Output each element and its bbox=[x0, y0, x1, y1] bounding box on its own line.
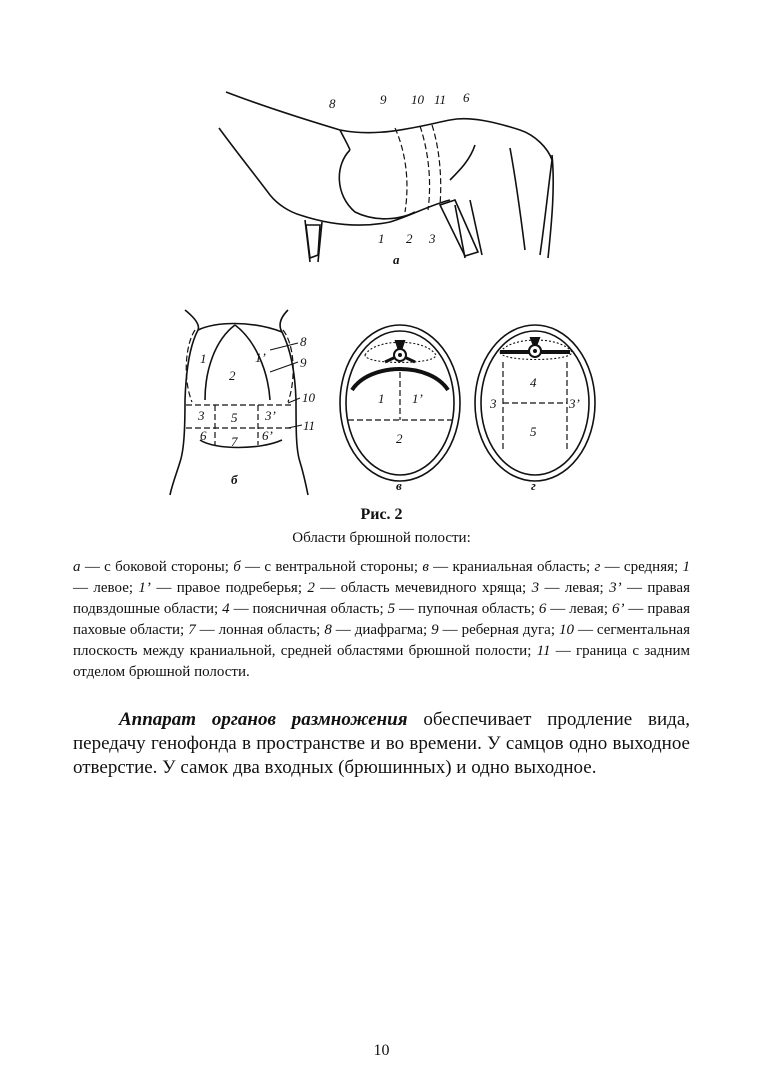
b-label-3p: 3’ bbox=[265, 408, 276, 423]
caption-text: — левая; bbox=[539, 580, 610, 596]
a-label-2: 2 bbox=[406, 231, 413, 246]
v-label-1: 1 bbox=[378, 391, 385, 406]
b-label-1p: 1’ bbox=[255, 350, 266, 365]
caption-key: 11 bbox=[536, 643, 551, 659]
a-label-8: 8 bbox=[329, 96, 336, 111]
paragraph-lead: Аппарат органов размножения bbox=[119, 709, 408, 730]
caption-key: 5 bbox=[387, 601, 396, 617]
caption-text: — правое подреберья; bbox=[150, 580, 308, 596]
v-label-1p: 1’ bbox=[412, 391, 423, 406]
caption-key: 6 bbox=[538, 601, 547, 617]
caption-key: 4 bbox=[222, 601, 230, 617]
caption-text: — лонная область; bbox=[195, 622, 325, 638]
g-sublabel: г bbox=[531, 478, 536, 493]
caption-text: — краниальная область; bbox=[428, 559, 595, 575]
figure-subtitle: Области брюшной полости: bbox=[292, 530, 471, 546]
page-number: 10 bbox=[373, 1042, 390, 1059]
g-label-3p: 3’ bbox=[569, 396, 580, 411]
caption-text: — поясничная область; bbox=[229, 601, 388, 617]
caption-text: — правая подвздошные области; bbox=[73, 580, 690, 617]
figure-caption bbox=[73, 557, 690, 683]
b-label-3: 3 bbox=[198, 408, 205, 423]
caption-text: — диафрагма; bbox=[331, 622, 432, 638]
caption-key: а bbox=[73, 559, 81, 575]
a-label-9: 9 bbox=[380, 92, 387, 107]
caption-key: 3 bbox=[531, 580, 540, 596]
caption-text: — с вентральной стороны; bbox=[240, 559, 423, 575]
figure-title: Рис. 2 bbox=[360, 506, 403, 523]
a-label-3: 3 bbox=[429, 231, 436, 246]
caption-key: 3’ bbox=[609, 580, 622, 596]
paragraph-text: обеспечивает продление вида, передачу генофонда в пространстве и во времени. У самцов одно выходное отверстие. У самок два входных (брюшинных) и одно выходное. bbox=[73, 709, 691, 778]
a-label-10: 10 bbox=[411, 92, 424, 107]
figure-panel-g bbox=[0, 0, 763, 500]
v-label-2: 2 bbox=[396, 431, 403, 446]
caption-text: — реберная дуга; bbox=[438, 622, 559, 638]
caption-text: — с боковой стороны; bbox=[80, 559, 234, 575]
a-label-6: 6 bbox=[463, 90, 470, 105]
caption-key: 2 bbox=[307, 580, 315, 596]
b-label-6: 6 bbox=[200, 428, 207, 443]
b-label-9: 9 bbox=[300, 355, 307, 370]
b-label-8: 8 bbox=[300, 334, 307, 349]
a-sublabel: а bbox=[393, 252, 400, 267]
caption-text: — пупочная область; bbox=[395, 601, 539, 617]
b-label-5: 5 bbox=[231, 410, 238, 425]
caption-key: 9 bbox=[431, 622, 439, 638]
caption-text: — левое; bbox=[73, 580, 139, 596]
b-label-6p: 6’ bbox=[262, 428, 273, 443]
b-label-11: 11 bbox=[303, 418, 316, 433]
caption-text: — правая паховые области; bbox=[73, 601, 690, 638]
caption-key: 10 bbox=[558, 622, 574, 638]
caption-text: — граница с задним отделом брюшной полости. bbox=[73, 643, 690, 680]
caption-text: — сегментальная плоскость между краниальной, средней областями брюшной полости; bbox=[73, 622, 690, 659]
body-paragraph bbox=[73, 708, 690, 780]
caption-key: 8 bbox=[324, 622, 332, 638]
caption-key: г bbox=[594, 559, 601, 575]
caption-key: 1 bbox=[682, 559, 690, 575]
caption-key: б bbox=[233, 559, 241, 575]
caption-text: — область мечевидного хряща; bbox=[314, 580, 532, 596]
a-label-1: 1 bbox=[378, 231, 385, 246]
b-label-1: 1 bbox=[200, 351, 207, 366]
b-label-2: 2 bbox=[229, 368, 236, 383]
caption-text: — левая; bbox=[546, 601, 612, 617]
caption-key: в bbox=[422, 559, 429, 575]
caption-key: 1’ bbox=[138, 580, 151, 596]
caption-text: — средняя; bbox=[600, 559, 683, 575]
a-label-11: 11 bbox=[434, 92, 447, 107]
g-label-4: 4 bbox=[530, 375, 537, 390]
g-label-5: 5 bbox=[530, 424, 537, 439]
g-label-3: 3 bbox=[490, 396, 497, 411]
b-label-10: 10 bbox=[302, 390, 315, 405]
b-sublabel: б bbox=[231, 472, 238, 487]
v-sublabel: в bbox=[396, 478, 402, 493]
b-label-7: 7 bbox=[231, 434, 238, 449]
caption-key: 6’ bbox=[611, 601, 625, 617]
caption-key: 7 bbox=[188, 622, 196, 638]
